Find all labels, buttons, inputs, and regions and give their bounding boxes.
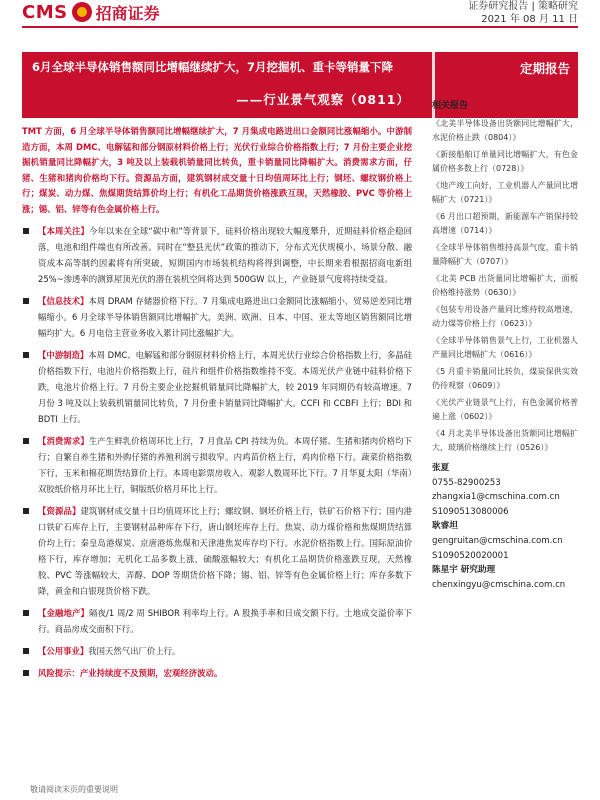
section-tag: 【消费需求】: [38, 436, 89, 446]
logo-badge-icon: [72, 2, 92, 22]
square-bullet-icon: [23, 352, 29, 358]
section-text: 建筑钢材成交量十日均值周环比上行；螺纹钢、钢坯价格上行，铁矿石价格下行；国内港口铁矿石库存上行，主要钢材品种库存下行，唐山钢坯库存上行。焦炭、动力煤价格和焦煤期货结算价均上行；秦皇岛港煤炭、京唐港炼焦煤和天津港焦炭库存均下行。水泥价格指数上行。国际原油价格下行，库存增加；无机化工品多数上涨，硫酸涨幅较大；有机化工品期货价格涨跌互现，天然橡胶、PVC 等涨幅较大，弄醇、DOP 等期货价格下降；锡、铝、锌等有色金属价格上行；库存多数下降，黄金和白银现货价格下跌。: [38, 506, 412, 596]
section-text: 隔夜/1 周/2 周 SHIBOR 利率均上行。A 股换手率和日成交额下行。土地成交溢价率下行。商品房成交面积下行。: [38, 608, 412, 634]
analyst-list: [432, 461, 578, 592]
analyst-email[interactable]: zhangxia1@cmschina.com.cn: [432, 492, 560, 503]
related-report-item[interactable]: 《光伏产业链景气上行，有色金属价格普遍上涨（0602）》: [432, 398, 578, 421]
square-bullet-icon: [23, 438, 29, 444]
related-report-item[interactable]: 《全球半导体销售维持高景气度，重卡销量降幅扩大（0707）》: [432, 243, 578, 266]
related-report-item[interactable]: 《新接船舶订单量同比增幅扩大，有色金属价格多数上行（0728）》: [432, 150, 578, 173]
section-text: 本周 DRAM 存储器价格下行。7 月集成电路进出口金额同比涨幅缩小，贸易逆差同比增幅缩小。6 月全球半导体销售额同比增幅扩大，美洲、欧洲、日本、中国、亚太等地区销售额同比增幅均扩大。6 月电信主营业务收入累计同比涨幅扩大。: [38, 296, 413, 338]
square-bullet-icon: [23, 508, 29, 514]
risk-text: 风险提示：产业持续度不及预期，宏观经济波动。: [38, 668, 223, 678]
company-logo: [22, 0, 160, 24]
analyst-card: [432, 519, 578, 563]
risk-warning: [22, 665, 412, 681]
related-report-item[interactable]: 《6 月出口超预期，新能源车产销保持较高增速（0714）》: [432, 212, 578, 235]
square-bullet-icon: [23, 648, 29, 654]
analyst-email[interactable]: gengruitan@cmschina.com.cn: [432, 535, 563, 546]
report-type-line: 证券研究报告 | 策略研究: [468, 1, 578, 12]
report-title: 6月全球半导体销售额同比增幅继续扩大，7月挖掘机、重卡等销量下降: [32, 60, 393, 74]
related-report-item[interactable]: 《地产竣工向好，工业机器人产量同比增幅扩大（0721）》: [432, 181, 578, 204]
related-report-item[interactable]: 《全球半导体销售景气上行，工业机器人产量同比增幅扩大（0616）》: [432, 336, 578, 359]
square-bullet-icon: [23, 228, 29, 234]
analyst-cert: S1090520020001: [432, 550, 509, 561]
section-utilities: [22, 643, 412, 659]
sidebar: [432, 98, 578, 592]
header-meta: [468, 0, 578, 26]
section-text: 我国天然气出厂价上行。: [88, 646, 181, 656]
analyst-name: 耿睿坦: [432, 521, 458, 532]
section-consumer: [22, 433, 412, 497]
related-reports-list: [432, 117, 578, 455]
related-report-item[interactable]: 《北美 PCB 出货量同比增幅扩大，面板价格维持涨势（0630）》: [432, 274, 578, 297]
main-content: [22, 124, 412, 681]
section-tag: 【金融地产】: [38, 608, 90, 618]
analyst-cert: S1090513080006: [432, 506, 509, 517]
analyst-phone: 0755-82900253: [432, 477, 501, 488]
analyst-name: 陈星宇 研究助理: [432, 565, 496, 576]
square-bullet-icon: [23, 610, 29, 616]
section-text: 生产生鲜乳价格周环比上行，7 月食品 CPI 持续为负。本周仔猪、生猪和猪肉价格均下行；自繁自养生猪和外购仔猪的养殖利润亏损收窄。内鸡苗价格上行，鸡肉价格下行。蔬菜价格指数下行，玉米和棉花期货结算价上行。本周电影票房收入、观影人数周环比下行。7 月华夏太阳（华南）双胶纸价格月环比上行，铜版纸价格月环比上行。: [38, 436, 413, 494]
related-report-item[interactable]: 《北美半导体设备出货额同比增幅扩大，水泥价格止跌（0804）》: [432, 119, 578, 142]
square-bullet-icon: [23, 670, 29, 676]
section-text: 今年以来在全球“碳中和”等背景下，硅料价格出现较大幅度攀升，近期硅料价格企稳回落，电池和组件端也有所改善。同时在“整县光伏”政策的推动下，分布式光伏规模小、场景分散、融资成本高等制约因素将有所突破，短期国内市场装机结构将得到调整，中长期来看根据招商电新组 25%~渗透率的测算屋顶光伏的潜在装机空间将达到 500GW 以上，产业链景气度将持续受益。: [38, 226, 412, 284]
page-header: [0, 0, 600, 30]
section-resources: [22, 503, 412, 599]
section-tag: 【本周关注】: [38, 226, 89, 236]
section-tag: 【公用事业】: [38, 646, 89, 656]
summary-paragraph: TMT 方面，6 月全球半导体销售额同比增幅继续扩大，7 月集成电路进出口金额同比涨幅缩小。中游制造方面，本周 DMC、电解锰和部分钢原材料价格上行；光伏行业综合价格指数上行；7 月份主要企业挖掘机销量同比降幅扩大，3 吨及以上装载机销量同比转负，重卡销量同比降幅扩大。消费需求方面，仔猪、生猪和猪肉价格均下行。资源品方面，建筑钢材成交量十日均值周环比上行；钢坯、螺纹钢价格上行；煤炭、动力煤、焦煤期货结算价均上行；有机化工品期货价格涨跌互现，天然橡胶、PVC 等价格上涨；锡、铝、锌等有色金属价格上行。: [22, 126, 412, 214]
analyst-email[interactable]: chenxingyu@cmschina.com.cn: [432, 579, 566, 590]
report-kind: 定期报告: [519, 61, 570, 76]
section-finance: [22, 605, 412, 637]
report-date: 2021 年 08 月 11 日: [481, 14, 578, 25]
section-tag: 【资源品】: [38, 506, 81, 516]
analyst-card: [432, 563, 578, 592]
analyst-name: 张夏: [432, 463, 450, 473]
header-divider: [22, 26, 578, 28]
page-footer: 敬请阅读末页的重要说明: [30, 785, 118, 794]
related-report-item[interactable]: 《包装专用设备产量同比维持较高增速，动力煤等价格上行（0623）》: [432, 305, 578, 328]
section-it: [22, 293, 412, 341]
section-tag: 【信息技术】: [38, 296, 89, 306]
logo-cn: 招商证券: [95, 3, 160, 23]
section-text: 本周 DMC、电解锰和部分钢原材料价格上行，本周光伏行业综合价格指数上行，多晶硅价格指数下行，电池片价格指数上行，硅片和组件价格指数维持不变。本周光伏产业链中硅料价格下跌，电池片价格上行。7 月份主要企业挖掘机销量同比降幅扩大，较 2019 年同期仍有较高增速。7 月份 3 吨及以上装载机销量同比转负，7 月份重卡销量同比降幅扩大。CCFI 和 CCBFI 上行；BDI 和 BDTI 上行。: [38, 350, 413, 424]
related-reports-title: 相关报告: [432, 101, 469, 111]
section-focus: [22, 223, 412, 287]
related-report-item[interactable]: 《5 月重卡销量同比转负，煤炭保供实效仍待观察（0609）》: [432, 367, 578, 390]
section-midstream: [22, 347, 412, 427]
related-report-item[interactable]: 《4 月北美半导体设备出货额同比增幅扩大，玻璃价格继续上行（0526）》: [432, 429, 578, 452]
logo-en: CMS: [22, 1, 68, 23]
square-bullet-icon: [23, 298, 29, 304]
report-subtitle: ——行业景气观察（0811）: [236, 92, 410, 107]
section-tag: 【中游制造】: [38, 350, 89, 360]
analyst-card: [432, 461, 578, 519]
